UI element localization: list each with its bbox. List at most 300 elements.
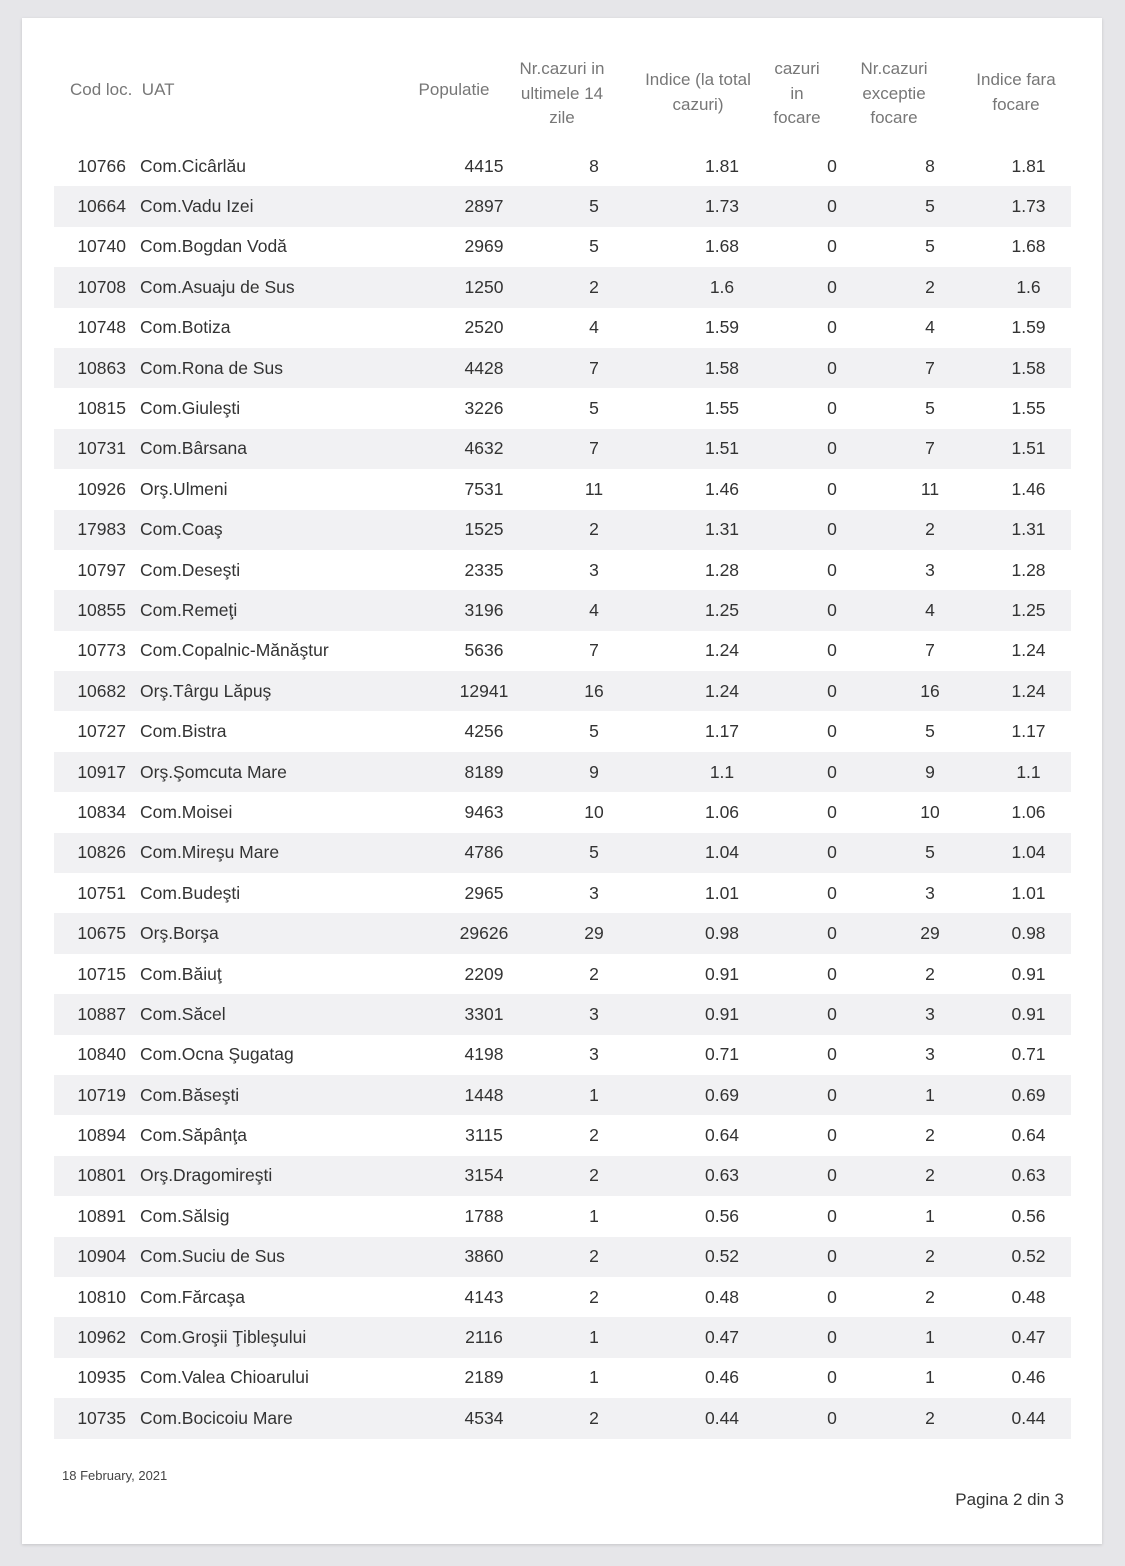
cell-cazuri-focare: 0 [827,801,837,822]
cell-cazuri-focare: 0 [827,478,837,499]
cell-cazuri-exceptie: 7 [925,640,935,661]
cell-indice: 0.48 [704,1286,740,1307]
cell-indice-fara: 1.04 [986,833,1071,873]
cell-indice-fara: 1.6 [986,267,1071,307]
header-indice-fara: Indice fara focare [976,70,1056,114]
cell-uat: Com.Bogdan Vodă [140,236,287,257]
cell-cazuri: 5 [589,236,599,257]
cell-cazuri-exceptie: 9 [874,752,986,792]
cell-indice-fara: 1.51 [986,429,1071,469]
cell-populatie: 1525 [434,510,534,550]
cell-cazuri-focare: 0 [790,913,874,953]
cell-code: 10887 [54,994,126,1034]
header-cazuri-focare: cazuri in focare [773,59,821,127]
cell-populatie: 4534 [434,1398,534,1438]
cell-populatie: 4786 [434,833,534,873]
cell-indice: 0.91 [704,963,740,984]
cell-cazuri-focare: 0 [827,155,837,176]
cell-cazuri-exceptie: 2 [874,1156,986,1196]
cell-indice: 1.6 [654,267,790,307]
cell-indice-fara: 1.59 [1011,317,1046,338]
table-row [54,994,1071,1034]
cell-indice: 1.81 [704,155,740,176]
cell-code: 10719 [54,1075,126,1115]
table-row [54,267,1071,307]
cell-uat: Com.Mireşu Mare [126,833,434,873]
data-table [54,146,1071,1439]
cell-uat: Com.Budeşti [140,882,241,903]
cell-cazuri-exceptie: 3 [925,1044,935,1065]
cell-code: 10735 [54,1398,126,1438]
cell-cazuri-exceptie: 2 [925,963,935,984]
cell-indice-fara: 0.91 [986,994,1071,1034]
cell-cazuri: 1 [589,1367,599,1388]
cell-populatie: 4632 [434,429,534,469]
cell-cazuri: 1 [534,1317,654,1357]
cell-cazuri-focare: 0 [790,752,874,792]
cell-populatie: 4428 [434,348,534,388]
cell-code: 10748 [77,317,126,338]
cell-uat: Com.Suciu de Sus [126,1237,434,1277]
cell-cazuri-exceptie: 5 [874,833,986,873]
cell-indice-fara: 1.28 [1011,559,1046,580]
cell-populatie: 2965 [464,882,504,903]
cell-indice-fara: 1.24 [1011,640,1046,661]
cell-cazuri: 5 [534,833,654,873]
table-row [54,1156,1071,1196]
cell-uat: Com.Moisei [140,801,233,822]
cell-uat: Orş.Dragomireşti [126,1156,434,1196]
cell-cazuri-focare: 0 [790,994,874,1034]
cell-cazuri: 7 [534,429,654,469]
cell-cazuri-exceptie: 3 [874,994,986,1034]
table-row [54,308,1071,348]
cell-indice: 1.58 [654,348,790,388]
cell-cazuri-focare: 0 [827,640,837,661]
cell-cazuri: 8 [589,155,599,176]
cell-populatie: 4143 [464,1286,504,1307]
cell-uat: Com.Valea Chioarului [140,1367,309,1388]
cell-populatie: 3301 [434,994,534,1034]
cell-indice-fara: 1.58 [986,348,1071,388]
cell-populatie: 1448 [434,1075,534,1115]
cell-cazuri: 3 [534,994,654,1034]
cell-cazuri: 2 [589,963,599,984]
cell-indice-fara: 0.46 [1011,1367,1046,1388]
cell-cazuri: 1 [589,1205,599,1226]
cell-cazuri: 5 [589,721,599,742]
cell-populatie: 3226 [464,398,504,419]
cell-cazuri: 11 [584,478,604,499]
cell-populatie: 2209 [464,963,504,984]
cell-code: 10773 [77,640,126,661]
cell-cazuri-exceptie: 10 [920,801,940,822]
header-indice: Indice (la total cazuri) [645,70,751,114]
cell-indice-fara: 1.68 [1011,236,1046,257]
cell-populatie: 2520 [464,317,504,338]
cell-indice: 0.98 [654,913,790,953]
table-row [54,833,1071,873]
cell-uat: Com.Cicârlău [140,155,246,176]
cell-populatie: 2189 [464,1367,504,1388]
cell-uat: Orş.Ulmeni [140,478,228,499]
cell-code: 10708 [54,267,126,307]
cell-populatie: 4198 [464,1044,504,1065]
cell-populatie: 2116 [434,1317,534,1357]
cell-cazuri-focare: 0 [790,429,874,469]
cell-cazuri-exceptie: 3 [925,882,935,903]
table-row [54,550,1071,590]
cell-cazuri-focare: 0 [827,1044,837,1065]
cell-cazuri-exceptie: 1 [874,1075,986,1115]
cell-indice: 0.71 [704,1044,740,1065]
cell-indice-fara: 1.1 [986,752,1071,792]
cell-populatie: 9463 [464,801,504,822]
cell-uat: Com.Săpânţa [140,1125,248,1146]
cell-cazuri: 2 [534,267,654,307]
table-row [54,1196,1071,1236]
cell-indice-fara: 1.24 [986,671,1071,711]
cell-cazuri: 3 [589,1044,599,1065]
cell-uat: Com.Băseşti [126,1075,434,1115]
cell-cazuri-focare: 0 [827,963,837,984]
cell-indice: 0.47 [654,1317,790,1357]
cell-cazuri-exceptie: 2 [874,1398,986,1438]
cell-cazuri-exceptie: 5 [925,721,935,742]
cell-cazuri-exceptie: 11 [920,478,940,499]
cell-indice: 0.69 [654,1075,790,1115]
cell-cazuri-exceptie: 1 [925,1205,935,1226]
cell-populatie: 4415 [464,155,504,176]
cell-code: 10826 [54,833,126,873]
cell-indice: 1.01 [704,882,740,903]
cell-cazuri-exceptie: 4 [925,317,935,338]
cell-indice-fara: 0.56 [1011,1205,1046,1226]
cell-cazuri-exceptie: 4 [874,590,986,630]
cell-indice: 1.46 [704,478,740,499]
cell-uat: Com.Remeţi [126,590,434,630]
cell-indice: 1.51 [654,429,790,469]
cell-indice-fara: 0.47 [986,1317,1071,1357]
cell-cazuri: 2 [589,1125,599,1146]
cell-indice: 1.06 [704,801,740,822]
cell-cazuri-focare: 0 [827,317,837,338]
cell-indice-fara: 1.17 [1011,721,1046,742]
cell-populatie: 8189 [434,752,534,792]
cell-indice-fara: 0.48 [1011,1286,1046,1307]
cell-uat: Com.Botiza [140,317,231,338]
cell-cazuri: 1 [534,1075,654,1115]
cell-cazuri-exceptie: 29 [874,913,986,953]
cell-cazuri-focare: 0 [827,1125,837,1146]
cell-cazuri-focare: 0 [790,590,874,630]
cell-populatie: 1250 [434,267,534,307]
page-number: Pagina 2 din 3 [955,1490,1064,1509]
cell-cazuri-exceptie: 16 [874,671,986,711]
cell-indice-fara: 0.71 [1011,1044,1046,1065]
cell-uat: Com.Rona de Sus [126,348,434,388]
cell-uat: Com.Băiuţ [140,963,222,984]
cell-code: 10664 [54,186,126,226]
cell-cazuri: 2 [589,1286,599,1307]
cell-indice-fara: 1.55 [1011,398,1046,419]
cell-indice: 0.64 [704,1125,740,1146]
cell-indice-fara: 1.81 [1011,155,1046,176]
cell-populatie: 3196 [434,590,534,630]
cell-indice-fara: 1.31 [986,510,1071,550]
cell-cazuri-focare: 0 [827,1205,837,1226]
cell-indice: 0.52 [654,1237,790,1277]
cell-indice-fara: 0.63 [986,1156,1071,1196]
cell-cazuri-focare: 0 [790,1075,874,1115]
cell-code: 10834 [77,801,126,822]
report-date: 18 February, 2021 [62,1468,168,1483]
cell-cazuri: 5 [534,186,654,226]
cell-indice: 1.1 [654,752,790,792]
cell-code: 10740 [77,236,126,257]
cell-indice: 0.44 [654,1398,790,1438]
cell-cazuri: 7 [589,640,599,661]
cell-indice-fara: 1.73 [986,186,1071,226]
header-nr-cazuri: Nr.cazuri in ultimele 14 zile [519,59,605,127]
cell-populatie: 2335 [464,559,504,580]
cell-code: 17983 [54,510,126,550]
cell-cazuri: 2 [534,1237,654,1277]
cell-indice: 0.46 [704,1367,740,1388]
cell-cazuri-focare: 0 [827,721,837,742]
cell-code: 10926 [77,478,126,499]
table-row [54,510,1071,550]
cell-uat: Com.Ocna Şugatag [140,1044,294,1065]
cell-cazuri-exceptie: 3 [925,559,935,580]
table-row [54,1277,1071,1317]
cell-uat: Orş.Şomcuta Mare [126,752,434,792]
cell-indice-fara: 0.52 [986,1237,1071,1277]
cell-cazuri-focare: 0 [790,348,874,388]
cell-uat: Orş.Târgu Lăpuş [126,671,434,711]
table-row [54,348,1071,388]
table-row [54,388,1071,428]
cell-cazuri-focare: 0 [827,882,837,903]
cell-cazuri: 9 [534,752,654,792]
cell-indice: 1.59 [704,317,740,338]
cell-cazuri: 2 [534,1398,654,1438]
cell-populatie: 3860 [434,1237,534,1277]
cell-code: 10894 [77,1125,126,1146]
cell-code: 10727 [77,721,126,742]
cell-indice: 1.17 [704,721,740,742]
cell-cazuri-exceptie: 5 [874,186,986,226]
cell-cazuri-exceptie: 2 [874,267,986,307]
table-row [54,792,1071,832]
cell-indice: 1.73 [654,186,790,226]
cell-cazuri-focare: 0 [790,1237,874,1277]
cell-cazuri: 2 [534,1156,654,1196]
cell-cazuri-exceptie: 8 [925,155,935,176]
cell-code: 10891 [77,1205,126,1226]
table-row [54,186,1071,226]
cell-indice: 1.55 [704,398,740,419]
cell-populatie: 3154 [434,1156,534,1196]
cell-populatie: 3115 [465,1125,503,1146]
table-row [54,954,1071,994]
cell-code: 10810 [77,1286,126,1307]
cell-uat: Com.Bârsana [126,429,434,469]
table-row [54,1317,1071,1357]
cell-cazuri-focare: 0 [827,1286,837,1307]
cell-populatie: 4256 [464,721,504,742]
cell-cazuri-focare: 0 [790,1317,874,1357]
cell-cazuri-exceptie: 5 [925,236,935,257]
table-row [54,1398,1071,1438]
cell-cazuri-exceptie: 1 [925,1367,935,1388]
cell-cazuri-focare: 0 [790,671,874,711]
cell-cazuri: 2 [534,510,654,550]
table-row [54,1358,1071,1398]
cell-uat: Com.Copalnic-Mănăştur [140,640,329,661]
table-row [54,227,1071,267]
table-row [54,429,1071,469]
header-nr-cazuri-exceptie: Nr.cazuri exceptie focare [860,59,928,127]
cell-code: 10731 [54,429,126,469]
cell-populatie: 2897 [434,186,534,226]
cell-code: 10904 [54,1237,126,1277]
cell-uat: Com.Coaş [126,510,434,550]
cell-populatie: 1788 [464,1205,504,1226]
cell-indice-fara: 0.69 [986,1075,1071,1115]
cell-indice: 1.31 [654,510,790,550]
cell-indice: 0.91 [654,994,790,1034]
cell-uat: Com.Giuleşti [140,398,241,419]
cell-code: 10766 [77,155,126,176]
cell-indice: 1.28 [704,559,740,580]
cell-code: 10863 [54,348,126,388]
cell-cazuri: 29 [534,913,654,953]
cell-cazuri-focare: 0 [790,267,874,307]
cell-indice: 0.63 [654,1156,790,1196]
document-page [22,18,1102,1544]
cell-indice: 1.25 [654,590,790,630]
cell-indice: 1.24 [704,640,740,661]
cell-populatie: 5636 [464,640,504,661]
cell-cazuri-focare: 0 [827,236,837,257]
cell-uat: Com.Deseşti [140,559,241,580]
cell-uat: Com.Bistra [140,721,227,742]
cell-cazuri: 4 [589,317,599,338]
table-row [54,469,1071,509]
table-row [54,1035,1071,1075]
cell-cazuri: 10 [584,801,604,822]
table-row [54,631,1071,671]
cell-uat: Com.Vadu Izei [126,186,434,226]
cell-cazuri: 5 [589,398,599,419]
cell-code: 10962 [54,1317,126,1357]
cell-populatie: 7531 [464,478,504,499]
cell-indice-fara: 1.25 [986,590,1071,630]
cell-code: 10675 [54,913,126,953]
cell-cazuri: 7 [534,348,654,388]
cell-cazuri-focare: 0 [790,186,874,226]
cell-code: 10815 [77,398,126,419]
cell-cazuri-exceptie: 2 [925,1125,935,1146]
table-row [54,752,1071,792]
cell-cazuri-exceptie: 1 [874,1317,986,1357]
cell-indice-fara: 0.64 [1011,1125,1046,1146]
table-row [54,146,1071,186]
cell-cazuri-focare: 0 [827,559,837,580]
table-row [54,671,1071,711]
cell-cazuri-exceptie: 7 [874,429,986,469]
cell-indice: 1.68 [704,236,740,257]
cell-uat: Com.Săcel [126,994,434,1034]
cell-cazuri: 16 [534,671,654,711]
cell-cazuri-exceptie: 2 [925,1286,935,1307]
cell-uat: Com.Groşii Ţibleşului [126,1317,434,1357]
cell-code: 10797 [77,559,126,580]
table-row [54,1075,1071,1115]
cell-code: 10855 [54,590,126,630]
cell-indice: 1.04 [654,833,790,873]
table-row [54,711,1071,751]
cell-cazuri-exceptie: 2 [874,1237,986,1277]
table-row [54,1115,1071,1155]
cell-populatie: 29626 [434,913,534,953]
cell-cazuri-focare: 0 [827,398,837,419]
table-header [22,18,1102,148]
cell-indice: 0.56 [704,1205,740,1226]
cell-indice-fara: 0.91 [1011,963,1046,984]
table-row [54,913,1071,953]
cell-code: 10751 [77,882,126,903]
cell-cazuri-focare: 0 [827,1367,837,1388]
cell-indice-fara: 1.06 [1011,801,1046,822]
table-row [54,873,1071,913]
cell-code: 10715 [77,963,126,984]
table-row [54,590,1071,630]
cell-cazuri-exceptie: 5 [925,398,935,419]
cell-indice-fara: 1.46 [1011,478,1046,499]
cell-code: 10917 [54,752,126,792]
cell-code: 10682 [54,671,126,711]
cell-cazuri: 3 [589,882,599,903]
cell-cazuri-focare: 0 [790,510,874,550]
cell-cazuri-exceptie: 2 [874,510,986,550]
cell-code: 10840 [77,1044,126,1065]
cell-indice: 1.24 [654,671,790,711]
cell-uat: Com.Bocicoiu Mare [126,1398,434,1438]
cell-uat: Orş.Borşa [126,913,434,953]
cell-populatie: 2969 [464,236,504,257]
cell-code: 10801 [54,1156,126,1196]
table-row [54,1237,1071,1277]
cell-indice-fara: 0.44 [986,1398,1071,1438]
cell-cazuri: 4 [534,590,654,630]
cell-populatie: 12941 [434,671,534,711]
cell-cazuri-focare: 0 [790,1156,874,1196]
cell-cazuri: 3 [589,559,599,580]
cell-indice-fara: 1.01 [1011,882,1046,903]
cell-uat: Com.Asuaju de Sus [126,267,434,307]
header-cod-uat: Cod loc. UAT [70,80,175,99]
cell-indice-fara: 0.98 [986,913,1071,953]
cell-cazuri-focare: 0 [790,833,874,873]
cell-cazuri-focare: 0 [790,1398,874,1438]
cell-code: 10935 [77,1367,126,1388]
cell-uat: Com.Sălsig [140,1205,230,1226]
header-populatie: Populatie [418,80,490,99]
cell-cazuri-exceptie: 7 [874,348,986,388]
cell-uat: Com.Fărcaşa [140,1286,246,1307]
